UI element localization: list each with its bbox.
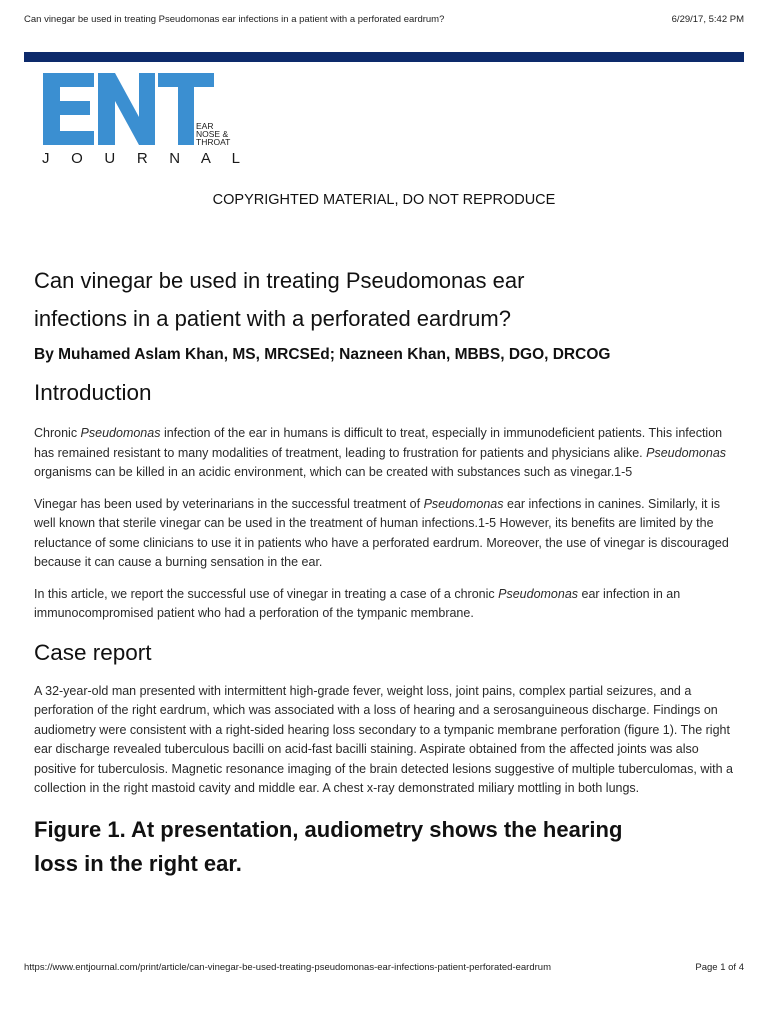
print-header-title: Can vinegar be used in treating Pseudomonas ear infections in a patient with a perforated eardrum?: [24, 14, 445, 25]
article-title-line-2: infections in a patient with a perforated eardrum?: [34, 306, 511, 331]
figure-1-caption: [34, 813, 734, 881]
logo-journal-text: J O U R N A L: [42, 150, 240, 166]
logo-side-text-throat: THROAT: [196, 137, 231, 147]
print-footer-url[interactable]: https://www.entjournal.com/print/article/can-vinegar-be-used-treating-pseudomonas-ear-infections-patient-perforated-eardrum: [24, 962, 551, 973]
intro-paragraph-2: Vinegar has been used by veterinarians in the successful treatment of Pseudomonas ear infections in canines. Similarly, it is well known that sterile vinegar can be used in the treatment of human infections.1-5 However, its benefits are limited by the reluctance of some clinicians to use it in patients who have a perforated eardrum. Moreover, the use of vinegar is discouraged because it can cause a burning sensation in the ear.: [34, 496, 729, 569]
case-report-paragraph: A 32-year-old man presented with intermittent high-grade fever, weight loss, joint pains, complex partial seizures, and a perforation of the right eardrum, which was associated with a loss of hearing and a serosanguineous discharge. Findings on audiometry were consistent with a right-sided hearing loss secondary to a tympanic membrane perforation (figure 1). The right ear discharge revealed tuberculous bacilli on acid-fast bacilli staining. Aspirate obtained from the affected joints was also positive for tuberculosis. Magnetic resonance imaging of the brain detected lesions suggestive of multiple tuberculomas, with a collection in the right mastoid cavity and middle ear. A chest x-ray demonstrated miliary mottling in both lungs.: [34, 683, 733, 795]
logo-letter-e: [43, 73, 94, 145]
article-title: [34, 262, 734, 338]
logo-side-text-nose: NOSE &: [196, 129, 229, 139]
print-header: [24, 14, 744, 28]
article-byline: By Muhamed Aslam Khan, MS, MRCSEd; Nazneen Khan, MBBS, DGO, DRCOG: [34, 346, 611, 363]
logo-side-text-ear: EAR: [196, 121, 214, 131]
print-header-datetime: 6/29/17, 5:42 PM: [671, 14, 744, 25]
section-heading-introduction: Introduction: [34, 380, 152, 405]
print-footer: [24, 962, 744, 976]
print-footer-page-number: Page 1 of 4: [695, 962, 744, 973]
section-heading-case-report: Case report: [34, 639, 152, 665]
intro-paragraph-1: Chronic Pseudomonas infection of the ear in humans is difficult to treat, especially in immunodeficient patients. This infection has remained resistant to many modalities of treatment, leading to frustration for patients and physicians alike. Pseudomonas organisms can be killed in an acidic environment, which can be created with substances such as vinegar.1-5: [34, 426, 727, 479]
ent-journal-logo[interactable]: [40, 71, 245, 166]
copyright-notice: COPYRIGHTED MATERIAL, DO NOT REPRODUCE: [212, 192, 556, 208]
article-content: [34, 262, 734, 881]
header-bar: [24, 52, 744, 62]
article-title-line-1: Can vinegar be used in treating Pseudomonas ear: [34, 268, 525, 293]
intro-paragraph-3: In this article, we report the successful use of vinegar in treating a case of a chronic Pseudomonas ear infection in an immunocompromised patient who had a perforation of the tympanic membrane.: [34, 586, 681, 620]
figure-caption-line-1: Figure 1. At presentation, audiometry shows the hearing: [34, 816, 623, 842]
figure-caption-line-2: loss in the right ear.: [34, 850, 242, 876]
logo-letter-n: [98, 73, 155, 145]
